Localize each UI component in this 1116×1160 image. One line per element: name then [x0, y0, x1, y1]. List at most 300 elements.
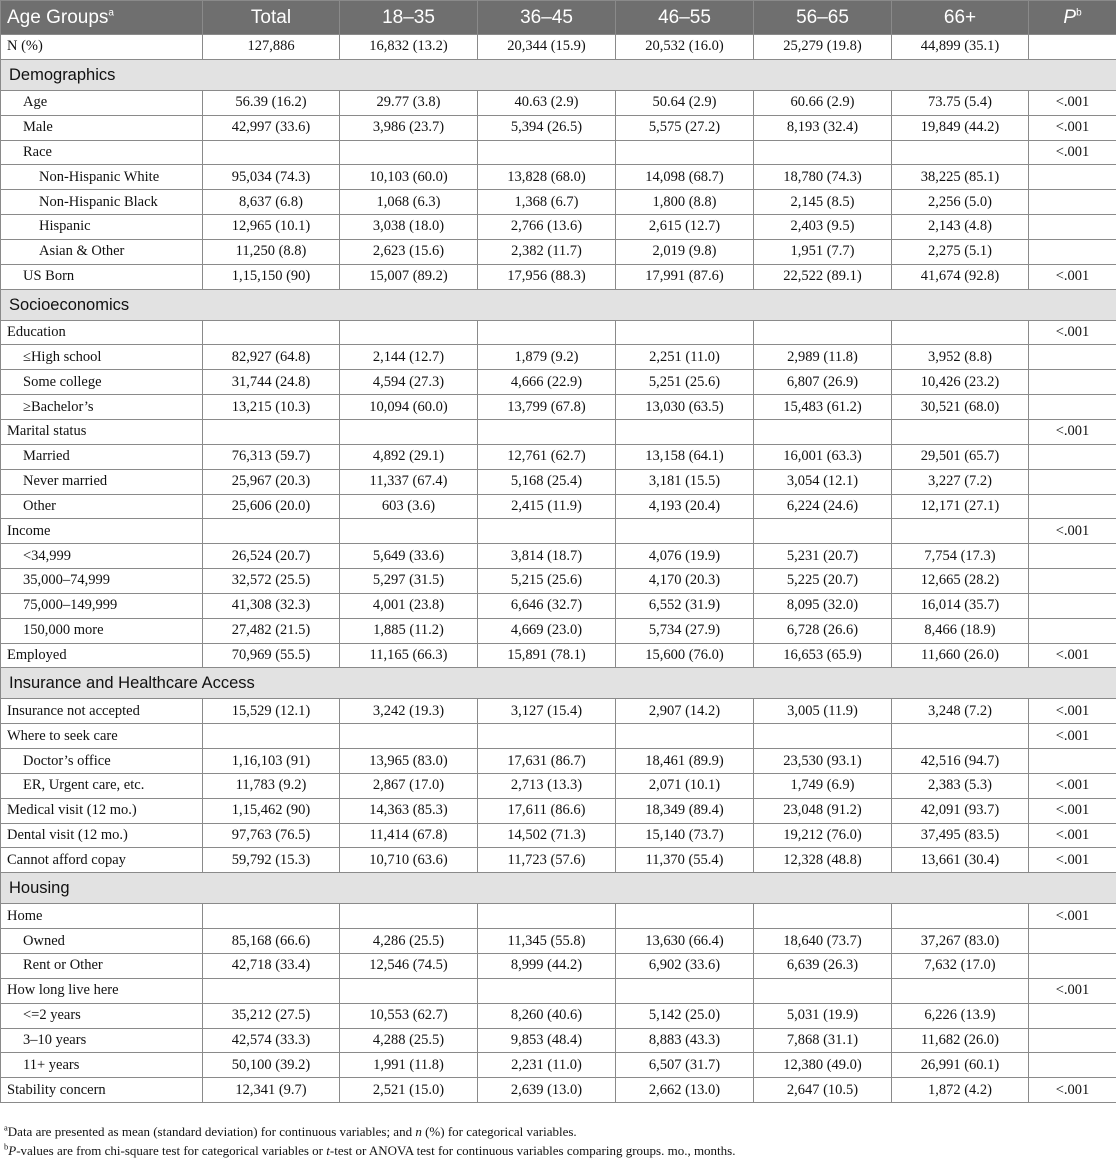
row-label: Doctor’s office — [1, 749, 203, 774]
cell-total — [203, 140, 340, 165]
cell-66-plus — [892, 724, 1029, 749]
footnote-a-n: n — [415, 1124, 422, 1139]
cell-56-65: 2,145 (8.5) — [754, 190, 892, 215]
cell-66-plus: 37,495 (83.5) — [892, 823, 1029, 848]
cell-46-55: 20,532 (16.0) — [616, 35, 754, 60]
cell-18-35: 2,144 (12.7) — [340, 345, 478, 370]
table-row — [1, 320, 1116, 345]
cell-p-value — [1029, 35, 1116, 60]
row-label: Home — [1, 904, 203, 929]
cell-66-plus: 12,171 (27.1) — [892, 494, 1029, 519]
cell-total: 31,744 (24.8) — [203, 370, 340, 395]
cell-p-value: <.001 — [1029, 798, 1116, 823]
cell-46-55: 2,071 (10.1) — [616, 773, 754, 798]
cell-18-35: 3,986 (23.7) — [340, 115, 478, 140]
table-row — [1, 494, 1116, 519]
cell-p-value: <.001 — [1029, 978, 1116, 1003]
cell-p-value — [1029, 929, 1116, 954]
table-row — [1, 544, 1116, 569]
cell-66-plus — [892, 978, 1029, 1003]
cell-56-65: 6,639 (26.3) — [754, 954, 892, 979]
footnote-marker-b: b — [1076, 8, 1082, 19]
footnote-b — [4, 1141, 1116, 1160]
row-label: Income — [1, 519, 203, 544]
row-label: <34,999 — [1, 544, 203, 569]
footnote-a-text: Data are presented as mean (standard deviation) for continuous variables; and — [8, 1124, 416, 1139]
cell-66-plus — [892, 140, 1029, 165]
cell-total: 11,250 (8.8) — [203, 239, 340, 264]
cell-36-45: 17,611 (86.6) — [478, 798, 616, 823]
table-header — [1, 1, 1116, 35]
table-row — [1, 773, 1116, 798]
cell-p-value — [1029, 593, 1116, 618]
cell-56-65: 16,001 (63.3) — [754, 444, 892, 469]
cell-p-value — [1029, 1053, 1116, 1078]
cell-46-55 — [616, 140, 754, 165]
cell-66-plus: 12,665 (28.2) — [892, 569, 1029, 594]
header-row — [1, 1, 1116, 35]
cell-36-45: 2,231 (11.0) — [478, 1053, 616, 1078]
table-row — [1, 115, 1116, 140]
cell-56-65: 6,807 (26.9) — [754, 370, 892, 395]
footnote-a — [4, 1122, 1116, 1141]
header-age-groups-label: Age Groups — [7, 7, 108, 28]
cell-66-plus — [892, 519, 1029, 544]
cell-56-65: 23,530 (93.1) — [754, 749, 892, 774]
table-row — [1, 643, 1116, 668]
row-label: Medical visit (12 mo.) — [1, 798, 203, 823]
header-36-45: 36–45 — [478, 1, 616, 35]
cell-66-plus: 2,275 (5.1) — [892, 239, 1029, 264]
section-header-row — [1, 289, 1116, 320]
table-row — [1, 724, 1116, 749]
cell-total: 41,308 (32.3) — [203, 593, 340, 618]
cell-46-55: 13,630 (66.4) — [616, 929, 754, 954]
cell-p-value — [1029, 1028, 1116, 1053]
cell-56-65: 25,279 (19.8) — [754, 35, 892, 60]
cell-18-35: 2,623 (15.6) — [340, 239, 478, 264]
cell-18-35 — [340, 419, 478, 444]
cell-36-45 — [478, 724, 616, 749]
cell-56-65: 5,031 (19.9) — [754, 1003, 892, 1028]
row-label: Non-Hispanic White — [1, 165, 203, 190]
row-label: Rent or Other — [1, 954, 203, 979]
cell-p-value — [1029, 444, 1116, 469]
table-row — [1, 1078, 1116, 1103]
cell-56-65 — [754, 140, 892, 165]
cell-46-55: 5,575 (27.2) — [616, 115, 754, 140]
footnote-a-mark: a — [4, 1123, 8, 1133]
row-label: Insurance not accepted — [1, 699, 203, 724]
cell-66-plus: 41,674 (92.8) — [892, 264, 1029, 289]
table-row — [1, 395, 1116, 420]
cell-56-65 — [754, 724, 892, 749]
cell-56-65: 8,193 (32.4) — [754, 115, 892, 140]
section-title: Insurance and Healthcare Access — [1, 668, 1116, 699]
header-18-35: 18–35 — [340, 1, 478, 35]
cell-total: 95,034 (74.3) — [203, 165, 340, 190]
cell-66-plus: 10,426 (23.2) — [892, 370, 1029, 395]
cell-36-45: 40.63 (2.9) — [478, 90, 616, 115]
cell-18-35: 4,594 (27.3) — [340, 370, 478, 395]
cell-total: 25,967 (20.3) — [203, 469, 340, 494]
footnote-a-text-end: (%) for categorical variables. — [422, 1124, 577, 1139]
cell-p-value: <.001 — [1029, 140, 1116, 165]
row-label: ≤High school — [1, 345, 203, 370]
cell-36-45: 8,260 (40.6) — [478, 1003, 616, 1028]
table-row — [1, 929, 1116, 954]
table-row — [1, 798, 1116, 823]
table-row-n — [1, 35, 1116, 60]
cell-18-35: 2,867 (17.0) — [340, 773, 478, 798]
header-age-groups — [1, 1, 203, 35]
cell-66-plus: 3,227 (7.2) — [892, 469, 1029, 494]
cell-18-35: 3,242 (19.3) — [340, 699, 478, 724]
row-label: N (%) — [1, 35, 203, 60]
cell-p-value — [1029, 954, 1116, 979]
cell-36-45: 17,631 (86.7) — [478, 749, 616, 774]
cell-18-35: 1,885 (11.2) — [340, 618, 478, 643]
table-footnotes — [0, 1122, 1116, 1160]
cell-36-45 — [478, 419, 616, 444]
table-row — [1, 239, 1116, 264]
table-row — [1, 1053, 1116, 1078]
cell-total: 8,637 (6.8) — [203, 190, 340, 215]
cell-36-45: 13,828 (68.0) — [478, 165, 616, 190]
cell-total: 13,215 (10.3) — [203, 395, 340, 420]
cell-total — [203, 320, 340, 345]
cell-36-45: 11,345 (55.8) — [478, 929, 616, 954]
cell-66-plus: 42,516 (94.7) — [892, 749, 1029, 774]
cell-total: 11,783 (9.2) — [203, 773, 340, 798]
cell-36-45: 2,382 (11.7) — [478, 239, 616, 264]
cell-total — [203, 724, 340, 749]
cell-36-45 — [478, 904, 616, 929]
row-label: Never married — [1, 469, 203, 494]
cell-66-plus: 1,872 (4.2) — [892, 1078, 1029, 1103]
row-label: 35,000–74,999 — [1, 569, 203, 594]
table-row — [1, 954, 1116, 979]
cell-18-35 — [340, 140, 478, 165]
cell-46-55 — [616, 320, 754, 345]
cell-p-value: <.001 — [1029, 904, 1116, 929]
cell-36-45: 4,666 (22.9) — [478, 370, 616, 395]
cell-46-55: 6,902 (33.6) — [616, 954, 754, 979]
cell-66-plus — [892, 419, 1029, 444]
cell-46-55: 2,019 (9.8) — [616, 239, 754, 264]
row-label: Owned — [1, 929, 203, 954]
header-66-plus: 66+ — [892, 1, 1029, 35]
cell-p-value — [1029, 569, 1116, 594]
cell-36-45: 11,723 (57.6) — [478, 848, 616, 873]
cell-46-55 — [616, 519, 754, 544]
cell-p-value — [1029, 469, 1116, 494]
cell-36-45 — [478, 519, 616, 544]
cell-total: 32,572 (25.5) — [203, 569, 340, 594]
cell-18-35: 16,832 (13.2) — [340, 35, 478, 60]
cell-18-35: 11,414 (67.8) — [340, 823, 478, 848]
cell-36-45: 9,853 (48.4) — [478, 1028, 616, 1053]
footnote-b-mark: b — [4, 1142, 8, 1152]
cell-p-value: <.001 — [1029, 643, 1116, 668]
cell-56-65: 3,054 (12.1) — [754, 469, 892, 494]
cell-18-35: 5,649 (33.6) — [340, 544, 478, 569]
cell-66-plus: 19,849 (44.2) — [892, 115, 1029, 140]
cell-56-65: 8,095 (32.0) — [754, 593, 892, 618]
cell-18-35: 11,165 (66.3) — [340, 643, 478, 668]
cell-p-value: <.001 — [1029, 724, 1116, 749]
cell-p-value — [1029, 1003, 1116, 1028]
cell-p-value: <.001 — [1029, 264, 1116, 289]
table-row — [1, 569, 1116, 594]
cell-18-35 — [340, 320, 478, 345]
cell-56-65: 16,653 (65.9) — [754, 643, 892, 668]
cell-46-55: 2,615 (12.7) — [616, 215, 754, 240]
cell-p-value: <.001 — [1029, 419, 1116, 444]
cell-46-55: 5,142 (25.0) — [616, 1003, 754, 1028]
cell-total: 70,969 (55.5) — [203, 643, 340, 668]
cell-46-55: 2,662 (13.0) — [616, 1078, 754, 1103]
table-row — [1, 699, 1116, 724]
cell-46-55: 5,734 (27.9) — [616, 618, 754, 643]
cell-66-plus: 7,754 (17.3) — [892, 544, 1029, 569]
row-label: Hispanic — [1, 215, 203, 240]
cell-66-plus: 16,014 (35.7) — [892, 593, 1029, 618]
cell-p-value — [1029, 494, 1116, 519]
cell-18-35: 13,965 (83.0) — [340, 749, 478, 774]
row-label: 11+ years — [1, 1053, 203, 1078]
cell-56-65: 12,328 (48.8) — [754, 848, 892, 873]
cell-56-65 — [754, 320, 892, 345]
cell-p-value: <.001 — [1029, 823, 1116, 848]
cell-18-35: 4,892 (29.1) — [340, 444, 478, 469]
cell-56-65: 18,780 (74.3) — [754, 165, 892, 190]
cell-36-45: 1,879 (9.2) — [478, 345, 616, 370]
cell-46-55: 4,076 (19.9) — [616, 544, 754, 569]
cell-18-35: 10,103 (60.0) — [340, 165, 478, 190]
cell-total: 82,927 (64.8) — [203, 345, 340, 370]
cell-66-plus: 7,632 (17.0) — [892, 954, 1029, 979]
table-row — [1, 140, 1116, 165]
cell-total: 127,886 — [203, 35, 340, 60]
cell-total: 85,168 (66.6) — [203, 929, 340, 954]
cell-36-45 — [478, 320, 616, 345]
section-header-row — [1, 59, 1116, 90]
cell-56-65: 18,640 (73.7) — [754, 929, 892, 954]
cell-66-plus: 3,952 (8.8) — [892, 345, 1029, 370]
cell-46-55 — [616, 978, 754, 1003]
row-label: Non-Hispanic Black — [1, 190, 203, 215]
cell-66-plus: 30,521 (68.0) — [892, 395, 1029, 420]
cell-56-65: 2,989 (11.8) — [754, 345, 892, 370]
cell-66-plus: 11,682 (26.0) — [892, 1028, 1029, 1053]
cell-18-35: 1,991 (11.8) — [340, 1053, 478, 1078]
cell-46-55: 1,800 (8.8) — [616, 190, 754, 215]
cell-total: 42,574 (33.3) — [203, 1028, 340, 1053]
row-label: Some college — [1, 370, 203, 395]
row-label: How long live here — [1, 978, 203, 1003]
cell-46-55: 5,251 (25.6) — [616, 370, 754, 395]
cell-total — [203, 978, 340, 1003]
section-title: Socioeconomics — [1, 289, 1116, 320]
cell-p-value: <.001 — [1029, 848, 1116, 873]
cell-66-plus: 44,899 (35.1) — [892, 35, 1029, 60]
section-title: Housing — [1, 873, 1116, 904]
row-label: 75,000–149,999 — [1, 593, 203, 618]
cell-36-45: 13,799 (67.8) — [478, 395, 616, 420]
cell-56-65: 60.66 (2.9) — [754, 90, 892, 115]
cell-p-value: <.001 — [1029, 1078, 1116, 1103]
cell-36-45: 2,415 (11.9) — [478, 494, 616, 519]
cell-18-35: 10,094 (60.0) — [340, 395, 478, 420]
cell-total: 42,997 (33.6) — [203, 115, 340, 140]
table-row — [1, 419, 1116, 444]
cell-56-65: 3,005 (11.9) — [754, 699, 892, 724]
cell-p-value — [1029, 190, 1116, 215]
table-row — [1, 978, 1116, 1003]
cell-18-35 — [340, 519, 478, 544]
cell-56-65: 15,483 (61.2) — [754, 395, 892, 420]
cell-18-35: 1,068 (6.3) — [340, 190, 478, 215]
table-row — [1, 215, 1116, 240]
cell-46-55: 4,193 (20.4) — [616, 494, 754, 519]
cell-18-35: 5,297 (31.5) — [340, 569, 478, 594]
cell-36-45: 5,215 (25.6) — [478, 569, 616, 594]
cell-total: 59,792 (15.3) — [203, 848, 340, 873]
cell-36-45: 15,891 (78.1) — [478, 643, 616, 668]
table-row — [1, 823, 1116, 848]
cell-56-65: 22,522 (89.1) — [754, 264, 892, 289]
table-row — [1, 264, 1116, 289]
cell-46-55: 6,552 (31.9) — [616, 593, 754, 618]
row-label: Stability concern — [1, 1078, 203, 1103]
cell-18-35: 10,553 (62.7) — [340, 1003, 478, 1028]
cell-total: 26,524 (20.7) — [203, 544, 340, 569]
cell-p-value: <.001 — [1029, 519, 1116, 544]
cell-46-55 — [616, 904, 754, 929]
cell-total: 12,341 (9.7) — [203, 1078, 340, 1103]
row-label: ER, Urgent care, etc. — [1, 773, 203, 798]
table-row — [1, 469, 1116, 494]
cell-66-plus: 3,248 (7.2) — [892, 699, 1029, 724]
table-row — [1, 848, 1116, 873]
cell-p-value — [1029, 165, 1116, 190]
cell-p-value — [1029, 749, 1116, 774]
cell-36-45: 6,646 (32.7) — [478, 593, 616, 618]
cell-66-plus: 13,661 (30.4) — [892, 848, 1029, 873]
cell-p-value — [1029, 345, 1116, 370]
row-label: Marital status — [1, 419, 203, 444]
row-label: Age — [1, 90, 203, 115]
cell-66-plus: 73.75 (5.4) — [892, 90, 1029, 115]
table-row — [1, 444, 1116, 469]
cell-total: 1,15,150 (90) — [203, 264, 340, 289]
row-label: Race — [1, 140, 203, 165]
cell-36-45 — [478, 140, 616, 165]
table-body — [1, 35, 1116, 1103]
cell-36-45: 2,713 (13.3) — [478, 773, 616, 798]
cell-18-35: 4,286 (25.5) — [340, 929, 478, 954]
cell-18-35 — [340, 978, 478, 1003]
cell-46-55: 18,349 (89.4) — [616, 798, 754, 823]
cell-56-65 — [754, 519, 892, 544]
table-row — [1, 904, 1116, 929]
cell-18-35: 4,288 (25.5) — [340, 1028, 478, 1053]
table-row — [1, 190, 1116, 215]
cell-total: 56.39 (16.2) — [203, 90, 340, 115]
footnote-b-t: t — [326, 1143, 330, 1158]
cell-p-value: <.001 — [1029, 90, 1116, 115]
row-label: Cannot afford copay — [1, 848, 203, 873]
cell-46-55: 6,507 (31.7) — [616, 1053, 754, 1078]
cell-56-65 — [754, 419, 892, 444]
row-label: 3–10 years — [1, 1028, 203, 1053]
cell-36-45: 12,761 (62.7) — [478, 444, 616, 469]
cell-36-45: 5,394 (26.5) — [478, 115, 616, 140]
row-label: US Born — [1, 264, 203, 289]
cell-66-plus: 29,501 (65.7) — [892, 444, 1029, 469]
row-label: Asian & Other — [1, 239, 203, 264]
cell-36-45: 2,639 (13.0) — [478, 1078, 616, 1103]
cell-36-45: 17,956 (88.3) — [478, 264, 616, 289]
table-row — [1, 749, 1116, 774]
cell-total: 25,606 (20.0) — [203, 494, 340, 519]
cell-total: 50,100 (39.2) — [203, 1053, 340, 1078]
row-label: Where to seek care — [1, 724, 203, 749]
cell-56-65: 2,647 (10.5) — [754, 1078, 892, 1103]
table-row — [1, 370, 1116, 395]
cell-total: 15,529 (12.1) — [203, 699, 340, 724]
cell-46-55: 13,030 (63.5) — [616, 395, 754, 420]
row-label: Other — [1, 494, 203, 519]
cell-66-plus: 2,383 (5.3) — [892, 773, 1029, 798]
table-row — [1, 519, 1116, 544]
cell-46-55: 14,098 (68.7) — [616, 165, 754, 190]
row-label: ≥Bachelor’s — [1, 395, 203, 420]
cell-18-35: 603 (3.6) — [340, 494, 478, 519]
table-row — [1, 165, 1116, 190]
footnote-marker-a: a — [108, 8, 114, 19]
cell-18-35: 10,710 (63.6) — [340, 848, 478, 873]
footnote-b-p: P — [8, 1143, 16, 1158]
header-p-value — [1029, 1, 1116, 35]
cell-66-plus — [892, 904, 1029, 929]
header-46-55: 46–55 — [616, 1, 754, 35]
cell-66-plus: 2,143 (4.8) — [892, 215, 1029, 240]
table-row — [1, 618, 1116, 643]
cell-56-65: 6,728 (26.6) — [754, 618, 892, 643]
cell-total: 1,15,462 (90) — [203, 798, 340, 823]
cell-46-55: 3,181 (15.5) — [616, 469, 754, 494]
cell-total: 27,482 (21.5) — [203, 618, 340, 643]
row-label: Dental visit (12 mo.) — [1, 823, 203, 848]
cell-66-plus: 42,091 (93.7) — [892, 798, 1029, 823]
table-row — [1, 593, 1116, 618]
cell-total: 97,763 (76.5) — [203, 823, 340, 848]
cell-56-65: 5,225 (20.7) — [754, 569, 892, 594]
cell-18-35: 29.77 (3.8) — [340, 90, 478, 115]
cell-56-65: 19,212 (76.0) — [754, 823, 892, 848]
cell-total: 1,16,103 (91) — [203, 749, 340, 774]
cell-36-45: 5,168 (25.4) — [478, 469, 616, 494]
cell-18-35: 4,001 (23.8) — [340, 593, 478, 618]
table-row — [1, 1028, 1116, 1053]
cell-18-35 — [340, 724, 478, 749]
cell-56-65: 5,231 (20.7) — [754, 544, 892, 569]
cell-36-45: 1,368 (6.7) — [478, 190, 616, 215]
cell-46-55 — [616, 724, 754, 749]
cell-56-65: 7,868 (31.1) — [754, 1028, 892, 1053]
